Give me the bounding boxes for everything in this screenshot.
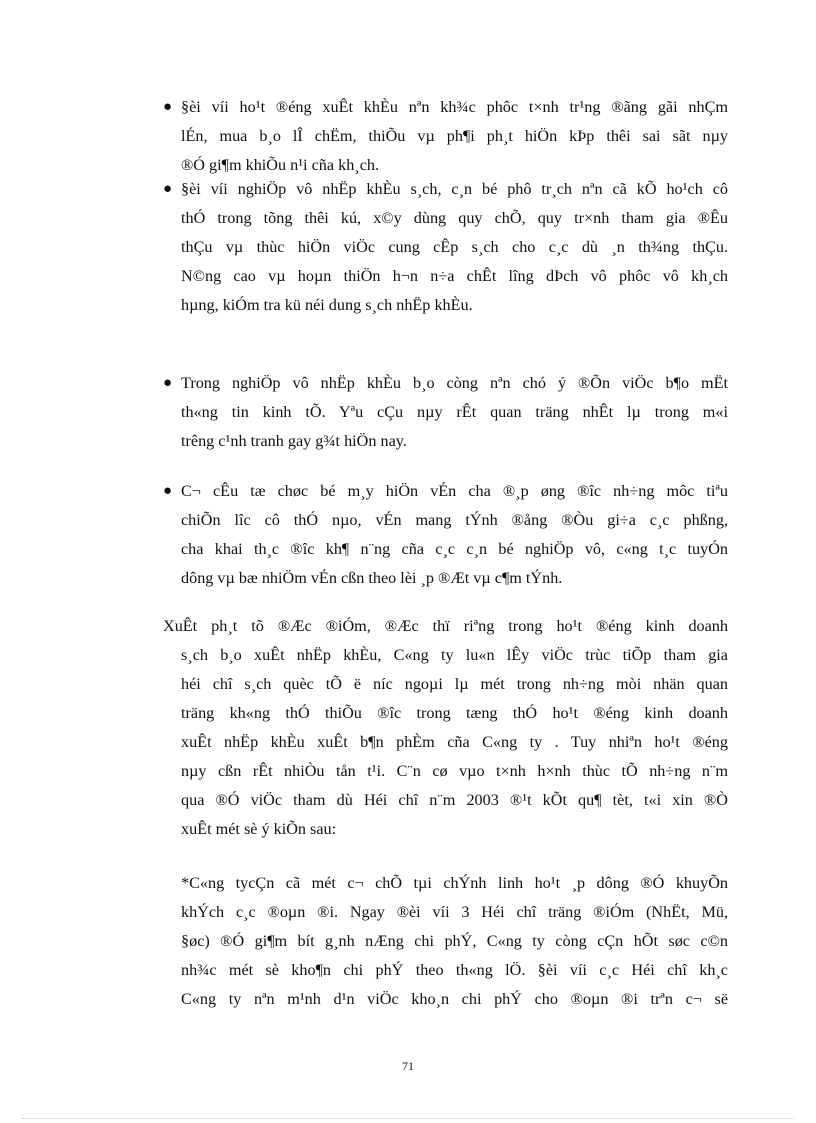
text-line: chiÕn lîc cô thÓ nµo, vÉn mang tÝnh ®ång ®Òu gi÷a c¸c phßng, <box>181 511 728 529</box>
text-line: th«ng tin kinh tÕ. Yªu cÇu nµy rÊt quan träng nhÊt lµ trong m«i <box>181 403 728 421</box>
page-number: 71 <box>402 1059 414 1073</box>
bullet-item-3 <box>163 369 728 456</box>
page-bottom-divider <box>22 1118 794 1119</box>
text-line: xuÊt nhËp khÈu xuÊt b¶n phÈm cña C«ng ty . Tuy nhiªn ho¹t ®éng <box>181 733 728 751</box>
text-line: héi chî s¸ch quèc tÕ ë níc ngoµi lµ mét trong nh÷ng mòi nhän quan <box>181 675 728 693</box>
text-line: C¬ cÊu tæ chøc bé m¸y hiÖn vÉn cha ®¸p øng ®îc nh÷ng môc tiªu <box>181 482 728 500</box>
text-line: XuÊt ph¸t tõ ®Æc ®iÓm, ®Æc thï riªng trong ho¹t ®éng kinh doanh <box>163 617 728 635</box>
bullet-dot-icon: ● <box>163 483 173 499</box>
text-line: *C«ng tycÇn cã mét c¬ chÕ tµi chÝnh linh ho¹t ¸p dông ®Ó khuyÕn <box>181 874 728 892</box>
text-line: xuÊt mét sè ý kiÕn sau: <box>181 820 337 838</box>
text-line: N©ng cao vµ hoµn thiÖn h¬n n÷a chÊt lîng dÞch vô phôc vô kh¸ch <box>181 267 728 285</box>
text-line: §øc) ®Ó gi¶m bít g¸nh nÆng chi phÝ, C«ng ty còng cÇn hÕt søc c©n <box>181 932 728 950</box>
text-line: trêng c¹nh tranh gay g¾t hiÖn nay. <box>181 432 407 450</box>
body-paragraph-1 <box>163 612 728 844</box>
bullet-item-2 <box>163 175 728 320</box>
text-line: ®Ó gi¶m khiÕu n¹i cña kh¸ch. <box>181 156 380 174</box>
text-line: dông vµ bæ nhiÖm vÉn cßn theo lèi ¸p ®Æt vµ c¶m tÝnh. <box>181 569 563 587</box>
text-line: s¸ch b¸o xuÊt nhËp khÈu, C«ng ty lu«n lÊy viÖc trùc tiÕp tham gia <box>181 646 728 664</box>
text-line: hµng, kiÓm tra kü néi dung s¸ch nhËp khÈu. <box>181 296 473 314</box>
text-line: khÝch c¸c ®oµn ®i. Ngay ®èi víi 3 Héi chî träng ®iÓm (NhËt, Mü, <box>181 903 728 921</box>
text-line: nh¾c mét sè kho¶n chi phÝ theo th«ng lÖ. §èi víi c¸c Héi chî kh¸c <box>181 961 728 979</box>
bullet-item-1 <box>163 93 728 180</box>
text-line: thÇu vµ thùc hiÖn viÖc cung cÊp s¸ch cho c¸c dù ¸n th¾ng thÇu. <box>181 238 728 256</box>
bullet-dot-icon: ● <box>163 375 173 391</box>
text-line: C«ng ty nªn m¹nh d¹n viÖc kho¸n chi phÝ cho ®oµn ®i trªn c¬ së <box>181 990 728 1008</box>
text-line: §èi víi ho¹t ®éng xuÊt khÈu nªn kh¾c phôc t×nh tr¹ng ®ãng gãi nhÇm <box>181 98 728 116</box>
bullet-item-4 <box>163 477 728 593</box>
text-line: cha khai th¸c ®îc kh¶ n¨ng cña c¸c c¸n bé nghiÖp vô, c«ng t¸c tuyÓn <box>181 540 728 558</box>
text-line: Trong nghiÖp vô nhËp khÈu b¸o còng nªn chó ý ®Õn viÖc b¶o mËt <box>181 374 728 392</box>
bullet-dot-icon: ● <box>163 99 173 115</box>
text-line: §èi víi nghiÖp vô nhËp khÈu s¸ch, c¸n bé phô tr¸ch nªn cã kÕ ho¹ch cô <box>181 180 728 198</box>
bullet-dot-icon: ● <box>163 181 173 197</box>
body-paragraph-2 <box>181 869 728 1014</box>
text-line: lÉn, mua b¸o lÎ chËm, thiÕu vµ ph¶i ph¸t hiÖn kÞp thêi sai sãt nµy <box>181 127 728 145</box>
text-line: nµy cßn rÊt nhiÒu tån t¹i. C¨n cø vµo t×nh h×nh thùc tÕ nh÷ng n¨m <box>181 762 728 780</box>
text-line: thÓ trong tõng thêi kú, x©y dùng quy chÕ, quy tr×nh tham gia ®Êu <box>181 209 728 227</box>
text-line: qua ®Ó viÖc tham dù Héi chî n¨m 2003 ®¹t kÕt qu¶ tèt, t«i xin ®Ò <box>181 791 728 809</box>
text-line: träng kh«ng thÓ thiÕu ®îc trong tæng thÓ ho¹t ®éng kinh doanh <box>181 704 728 722</box>
